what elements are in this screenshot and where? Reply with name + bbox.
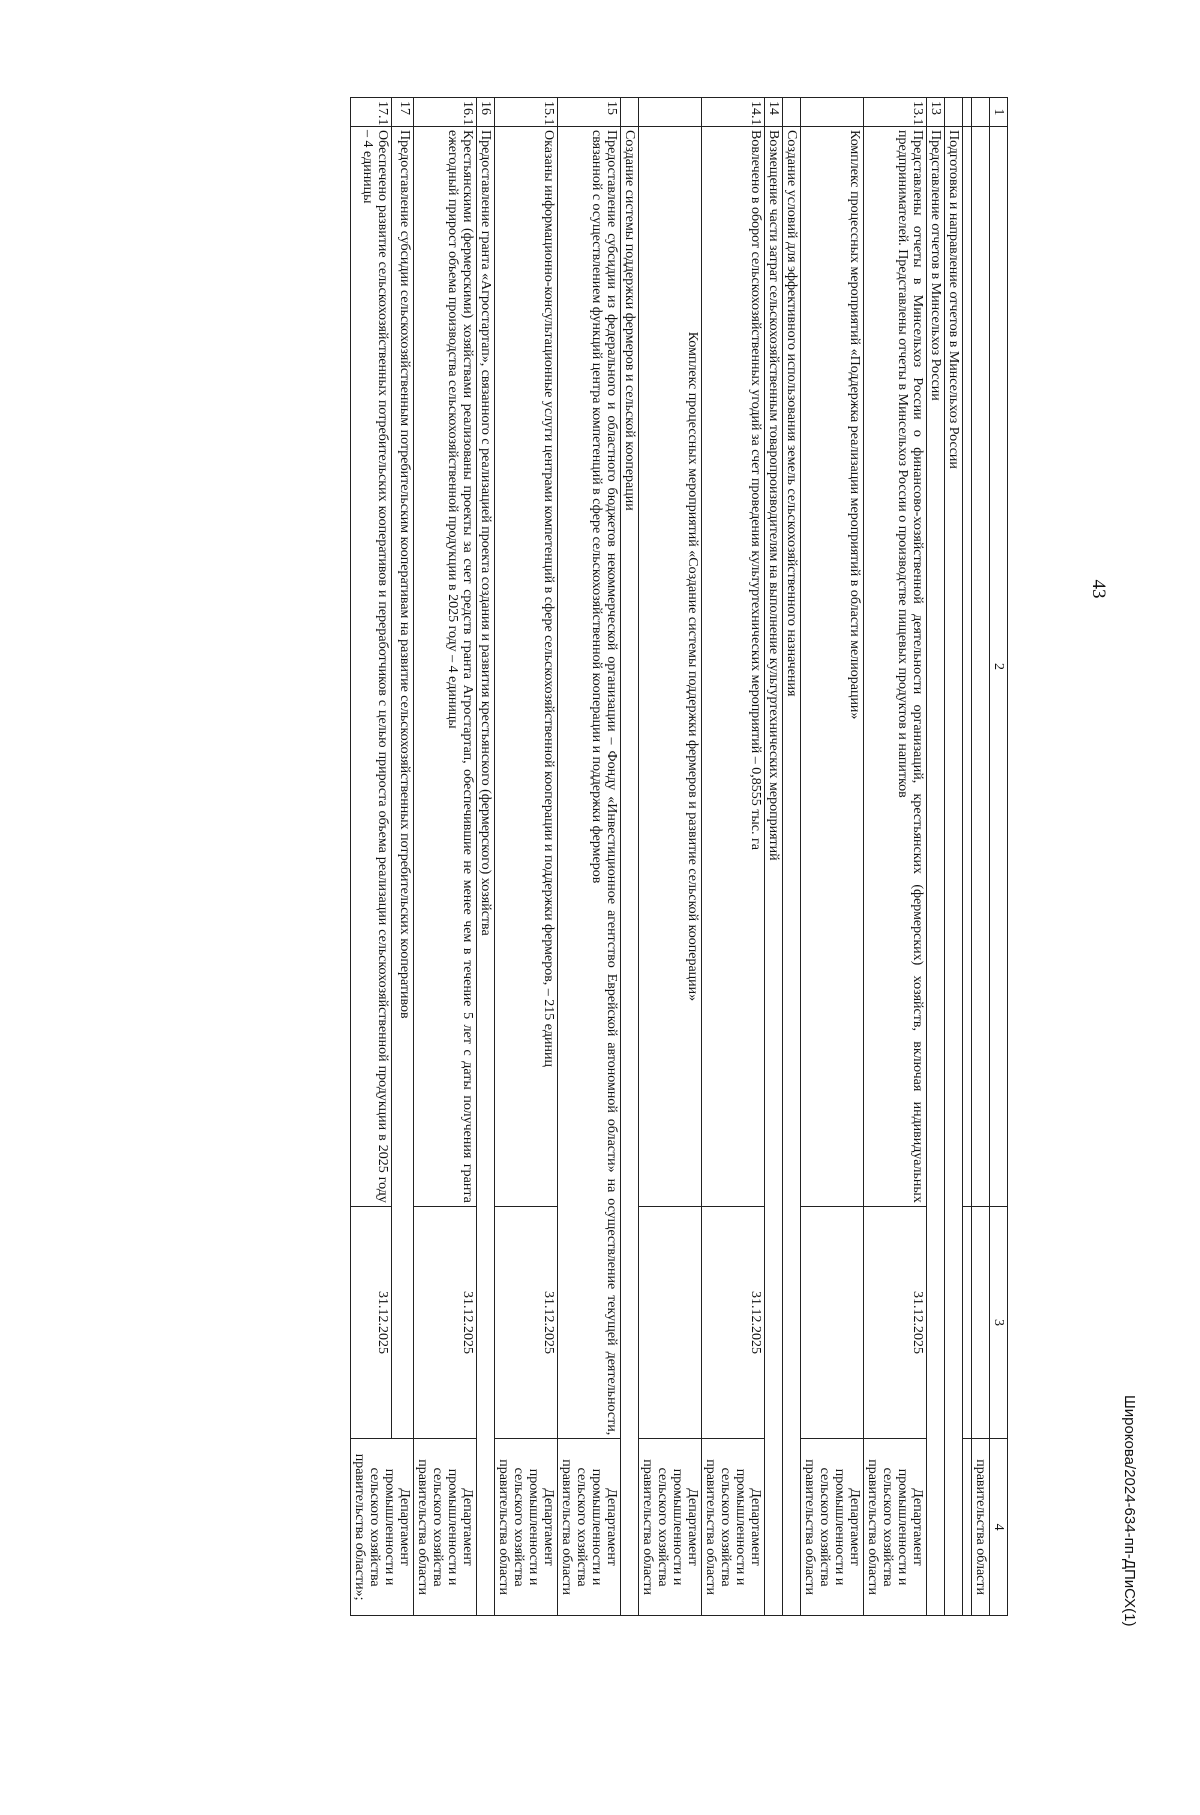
responsible-cell: правительства области xyxy=(972,1439,990,1616)
deadline-date: 31.12.2025 xyxy=(351,1206,392,1438)
task-title: Представление отчетов в Минсельхоз России xyxy=(927,127,945,1616)
row-number: 13.1 xyxy=(864,98,927,127)
table-row xyxy=(963,98,972,1616)
row-number: 15.1 xyxy=(495,98,558,127)
section-title: Создание системы поддержки фермеров и сельской кооперации xyxy=(621,127,639,1616)
responsible-cell: Департамент промышленности и сельского хозяйства правительства области xyxy=(558,1439,621,1616)
deadline-date: 31.12.2025 xyxy=(864,1206,927,1438)
result-text: Обеспечено развитие сельскохозяйственных потребительских кооперативов и переработчиков с целью прироста объема реализации сельскохозяйственной продукции в 2025 году – 4 единицы xyxy=(351,127,392,1207)
task-title: Возмещение части затрат сельскохозяйственным товаропроизводителям на выполнение культуртехнических мероприятий xyxy=(765,127,783,1616)
result-text: Крестьянскими (фермерскими) хозяйствами реализованы проекты за счет средств гранта Агростартап, обеспечившие не менее чем в течение 5 лет с даты получения гранта ежегодный прирост объема производства сельскохозяйственной продукции в 2025 году – 4 единицы xyxy=(414,127,477,1207)
plan-table xyxy=(350,97,1008,1616)
table-row xyxy=(765,98,783,1616)
deadline-date: 31.12.2025 xyxy=(414,1206,477,1438)
row-number: 16 xyxy=(477,98,495,127)
row-number: 14.1 xyxy=(702,98,765,127)
table-row xyxy=(972,98,990,1616)
task-title: Предоставление субсидии из федерального и областного бюджетов некоммерческой организации – Фонду «Инвестиционное агентство Еврейской автономной области» на осуществление текущей деятельности, связанной с осуществлением функций центра компетенций в сфере сельскохозяйственной кооперации и поддержки фермеров xyxy=(558,127,621,1439)
result-text: Оказаны информационно-консультационные услуги центрами компетенций в сфере сельскохозяйственной кооперации и поддержки фермеров, – 215 единиц xyxy=(495,127,558,1207)
result-text: Вовлечено в оборот сельскохозяйственных угодий за счет проведения культуртехнических мероприятий – 0,8555 тыс. га xyxy=(702,127,765,1207)
table-row xyxy=(391,98,413,1616)
table-row xyxy=(495,98,558,1616)
page-number: 43 xyxy=(1088,579,1109,599)
responsible-cell: Департамент промышленности и сельского хозяйства правительства области»; xyxy=(351,1439,414,1616)
responsible-cell: Департамент промышленности и сельского хозяйства правительства области xyxy=(801,1439,864,1616)
row-number: 17.1 xyxy=(351,98,392,127)
row-number: 17 xyxy=(391,98,413,127)
table-row xyxy=(639,98,702,1616)
task-title: Предоставление субсидии сельскохозяйственным потребительским кооперативам на развитие сельскохозяйственных потребительских кооперативов xyxy=(391,127,413,1439)
table-row xyxy=(351,98,392,1616)
responsible-cell: Департамент промышленности и сельского хозяйства правительства области xyxy=(495,1439,558,1616)
section-title: Подготовка и направление отчетов в Минсельхоз России xyxy=(945,127,963,1616)
deadline-date: 31.12.2025 xyxy=(495,1206,558,1438)
table-header-row xyxy=(990,98,1008,1616)
table-row xyxy=(945,98,963,1616)
document-reference: Широкова/2024-634-пп-ДПиСХ(1) xyxy=(1121,1395,1138,1627)
result-text: Представлены отчеты в Минсельхоз России о финансово-хозяйственной деятельности организаций, крестьянских (фермерских) хозяйств, включая индивидуальных предпринимателей. Представлены отчеты в Минсельхоз России о производстве пищевых продуктов и напитков xyxy=(864,127,927,1207)
complex-title: Комплекс процессных мероприятий «Поддержка реализации мероприятий в области мелиорации» xyxy=(801,127,864,1207)
row-number: 13 xyxy=(927,98,945,127)
header-cell-4: 4 xyxy=(990,1439,1008,1616)
table-row xyxy=(927,98,945,1616)
header-cell-2: 2 xyxy=(990,127,1008,1207)
table-row xyxy=(414,98,477,1616)
responsible-cell: Департамент промышленности и сельского хозяйства правительства области xyxy=(414,1439,477,1616)
table-row xyxy=(558,98,621,1616)
complex-title: Комплекс процессных мероприятий «Создание системы поддержки фермеров и развитие сельской кооперации» xyxy=(639,127,702,1207)
plan-table-container xyxy=(286,97,1008,1616)
table-row xyxy=(477,98,495,1616)
deadline-date: 31.12.2025 xyxy=(702,1206,765,1438)
row-number: 15 xyxy=(558,98,621,127)
section-title: Создание условий для эффективного использования земель сельскохозяйственного назначения xyxy=(783,127,801,1616)
table-row xyxy=(783,98,801,1616)
table-row xyxy=(864,98,927,1616)
header-cell-3: 3 xyxy=(990,1206,1008,1438)
task-title: Предоставление гранта «Агростартап», связанного с реализацией проекта создания и развития крестьянского (фермерского) хозяйства xyxy=(477,127,495,1616)
responsible-cell: Департамент промышленности и сельского хозяйства правительства области xyxy=(864,1439,927,1616)
responsible-cell: Департамент промышленности и сельского хозяйства правительства области xyxy=(702,1439,765,1616)
table-row xyxy=(801,98,864,1616)
header-cell-1: 1 xyxy=(990,98,1008,127)
table-row xyxy=(702,98,765,1616)
row-number: 16.1 xyxy=(414,98,477,127)
row-number: 14 xyxy=(765,98,783,127)
table-row xyxy=(621,98,639,1616)
responsible-cell: Департамент промышленности и сельского хозяйства правительства области xyxy=(639,1439,702,1616)
